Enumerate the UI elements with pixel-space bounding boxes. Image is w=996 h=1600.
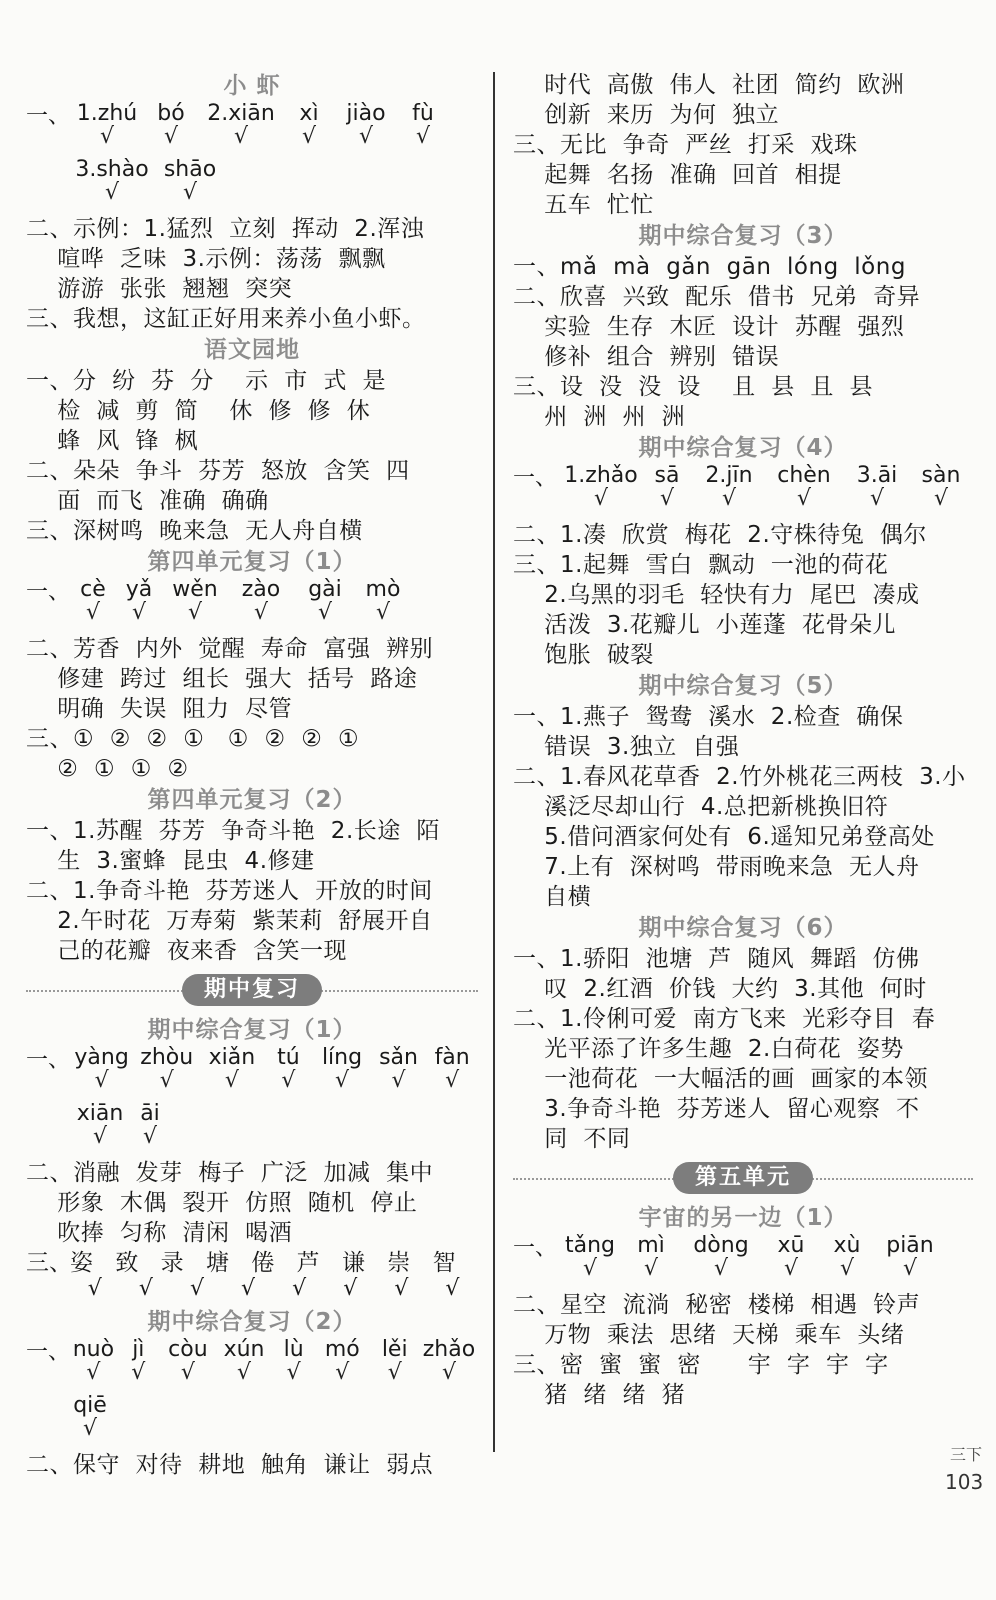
pinyin-answer: zhòu √: [133, 1046, 200, 1092]
answer-line: 二、1.春风花草香 2.竹外桃花三两枝 3.小: [513, 764, 966, 790]
pinyin-answer: dòng √: [679, 1234, 763, 1280]
check-mark-icon: √: [343, 1276, 358, 1301]
answer-line: 二、保守 对待 耕地 触角 谦让 弱点: [26, 1452, 434, 1478]
pinyin-answer: tǎng √: [557, 1234, 623, 1280]
answer-line: 活泼 3.花瓣儿 小莲蓬 花骨朵儿: [513, 612, 897, 638]
check-mark-icon: √: [253, 600, 269, 625]
answer-character: 谦: [341, 1250, 365, 1276]
pinyin-answer: sàn √: [915, 464, 967, 510]
answer-line: 一池荷花 一大幅活的画 画家的本领: [513, 1066, 928, 1092]
pinyin-answer: wěn √: [162, 578, 228, 624]
answer-line: 7.上有 深树鸣 带雨晚来急 无人舟: [513, 854, 920, 880]
pinyin-answer: yǎ √: [116, 578, 162, 624]
pinyin-answer: chèn √: [769, 464, 839, 510]
answer-line: 溪泛尽却山行 4.总把新桃换旧符: [513, 794, 889, 820]
answer-line: 饱胀 破裂: [513, 642, 654, 668]
check-mark-icon: √: [104, 180, 120, 205]
pinyin-answer: xū √: [763, 1234, 819, 1280]
answer-line: 同 不同: [513, 1126, 631, 1152]
pinyin-answer: jiào √: [334, 102, 398, 148]
answer-line: 检 减 剪 简 休 修 修 休: [26, 398, 371, 424]
check-mark-icon: √: [869, 486, 885, 511]
check-mark-icon: √: [391, 1068, 406, 1093]
pinyin-answer: mò √: [356, 578, 410, 624]
pinyin-answer: cè √: [70, 578, 116, 624]
column-divider: [493, 72, 495, 1452]
section-title: 期中综合复习（4）: [638, 435, 848, 461]
pinyin-row: [26, 158, 478, 214]
answer-line: 吹捧 匀称 清闲 喝酒: [26, 1220, 293, 1246]
pinyin-answer: qiē √: [70, 1394, 110, 1440]
section-title: 期中综合复习（2）: [147, 1309, 357, 1335]
check-mark-icon: √: [82, 1416, 98, 1441]
answer-line: 光平添了许多生趣 2.白荷花 姿势: [513, 1036, 904, 1062]
check-mark-icon: √: [375, 600, 391, 625]
check-mark-icon: √: [796, 486, 812, 511]
answer-line: 一、1.骄阳 池塘 芦 随风 舞蹈 仿佛: [513, 946, 920, 972]
check-mark-icon: √: [301, 124, 317, 149]
section-title: 语文园地: [204, 337, 300, 363]
answer-line: 二、示例：1.猛烈 立刻 挥动 2.浑浊: [26, 216, 425, 242]
check-mark-icon: √: [138, 1276, 153, 1301]
pinyin-answer: jì √: [117, 1338, 160, 1384]
answer-line: 猪 绪 绪 猪: [513, 1382, 686, 1408]
answer-character: 录: [160, 1250, 184, 1276]
check-mark-icon: √: [317, 600, 333, 625]
check-mark-icon: √: [131, 600, 147, 625]
pinyin-row: [513, 464, 973, 520]
answer-line: 五车 忙忙: [513, 192, 654, 218]
answer-line: 一、mǎ mà gǎn gān lóng lǒng: [513, 254, 906, 280]
item-number: 一、: [26, 1048, 71, 1073]
item-number: 一、: [513, 466, 558, 491]
pinyin-answer: bó √: [144, 102, 198, 148]
grade-label: 三下: [950, 1445, 983, 1464]
check-mark-icon: √: [99, 124, 115, 149]
pinyin-answer: 2.jīn √: [689, 464, 769, 510]
answer-line: 二、星空 流淌 秘密 楼梯 相遇 铃声: [513, 1292, 921, 1318]
check-mark-icon: √: [292, 1276, 307, 1301]
answer-line: 万物 乘法 思绪 天梯 乘车 头绪: [513, 1322, 905, 1348]
check-mark-icon: √: [721, 486, 737, 511]
answer-line: 游游 张张 翘翘 突突: [26, 276, 293, 302]
answer-character: 塘: [205, 1250, 229, 1276]
section-title: 期中综合复习（5）: [638, 673, 848, 699]
answer-line: 面 而飞 准确 确确: [26, 488, 269, 514]
check-mark-icon: √: [281, 1068, 296, 1093]
check-mark-icon: √: [713, 1256, 729, 1281]
pinyin-row: [26, 1046, 478, 1102]
answer-line: 3.争奇斗艳 芬芳迷人 留心观察 不: [513, 1096, 920, 1122]
pinyin-answer: 1.zhǎo √: [557, 464, 645, 510]
answer-line: 三、① ② ② ① ① ② ② ①: [26, 726, 360, 752]
pinyin-answer: còu √: [160, 1338, 216, 1384]
check-row: [26, 1278, 478, 1306]
check-mark-icon: √: [643, 1256, 659, 1281]
check-mark-icon: √: [85, 600, 101, 625]
section-title: 宇宙的另一边（1）: [638, 1205, 848, 1231]
pinyin-answer: xù √: [819, 1234, 875, 1280]
item-number: 一、: [26, 580, 71, 605]
pinyin-answer: xiān √: [70, 1102, 130, 1148]
section-title: 第四单元复习（2）: [147, 787, 357, 813]
chapter-badge: 期中复习: [182, 974, 322, 1006]
answer-line: 错误 3.独立 自强: [513, 734, 740, 760]
pinyin-row: [513, 1234, 973, 1290]
chapter-band: [513, 1158, 973, 1198]
check-mark-icon: √: [394, 1276, 409, 1301]
answer-line: 一、分 纷 芬 分 示 市 式 是: [26, 368, 386, 394]
answer-line: 三、深树鸣 晚来急 无人舟自横: [26, 518, 363, 544]
check-mark-icon: √: [415, 124, 431, 149]
section-title: 期中综合复习（3）: [638, 223, 848, 249]
check-mark-icon: √: [142, 1124, 158, 1149]
check-mark-icon: √: [87, 1276, 102, 1301]
pinyin-answer: mì √: [623, 1234, 679, 1280]
answer-line: 二、消融 发芽 梅子 广泛 加减 集中: [26, 1160, 434, 1186]
check-mark-icon: √: [783, 1256, 799, 1281]
check-mark-icon: √: [94, 1068, 109, 1093]
pinyin-answer: yàng √: [70, 1046, 133, 1092]
pinyin-answer: sā √: [645, 464, 689, 510]
answer-line: 起舞 名扬 准确 回首 相提: [513, 162, 842, 188]
check-mark-icon: √: [189, 1276, 204, 1301]
check-mark-icon: √: [163, 124, 179, 149]
pinyin-answer: sǎn √: [371, 1046, 427, 1092]
check-mark-icon: √: [445, 1276, 460, 1301]
check-mark-icon: √: [224, 1068, 239, 1093]
item-number: 一、: [26, 104, 71, 129]
answer-character: 姿: [70, 1250, 93, 1276]
answer-character: 芦: [296, 1250, 320, 1276]
check-mark-icon: √: [358, 124, 374, 149]
answer-line: 实验 生存 木匠 设计 苏醒 强烈: [513, 314, 905, 340]
pinyin-answer: zào √: [228, 578, 294, 624]
pinyin-answer: lù √: [272, 1338, 315, 1384]
answer-line: 2.乌黑的羽毛 轻快有力 尾巴 凑成: [513, 582, 920, 608]
pinyin-answer: lěi √: [369, 1338, 420, 1384]
answer-line: 明确 失误 阻力 尽管: [26, 696, 293, 722]
check-mark-icon: √: [237, 1360, 252, 1385]
pinyin-row: [26, 102, 478, 158]
section-title: 小 虾: [223, 73, 281, 99]
pinyin-answer: 3.āi √: [839, 464, 915, 510]
answer-line: 蜂 风 锋 枫: [26, 428, 199, 454]
answer-line: 修补 组合 辨别 错误: [513, 344, 780, 370]
pinyin-answer: āi √: [130, 1102, 170, 1148]
answer-line: 州 洲 州 洲: [513, 404, 686, 430]
answer-line: 二、欣喜 兴致 配乐 借书 兄弟 奇异: [513, 284, 921, 310]
answer-line: 二、朵朵 争斗 芬芳 怒放 含笑 四: [26, 458, 410, 484]
answer-line: ② ① ① ②: [26, 756, 189, 782]
section-title: 期中综合复习（1）: [147, 1017, 357, 1043]
check-mark-icon: √: [582, 1256, 598, 1281]
answer-line: 二、1.凑 欣赏 梅花 2.守株待兔 偶尔: [513, 522, 927, 548]
pinyin-row: [26, 1394, 478, 1450]
chapter-band: [26, 970, 478, 1010]
answer-line: 二、芳香 内外 觉醒 寿命 富强 辨别: [26, 636, 434, 662]
answer-line: 一、1.燕子 鸳鸯 溪水 2.检查 确保: [513, 704, 904, 730]
answer-line: 二、1.伶俐可爱 南方飞来 光彩夺目 春: [513, 1006, 936, 1032]
answer-line: 创新 来历 为何 独立: [513, 102, 780, 128]
pinyin-answer: tú √: [263, 1046, 313, 1092]
answer-line: 叹 2.红酒 价钱 大约 3.其他 何时: [513, 976, 927, 1002]
answer-line: 生 3.蜜蜂 昆虫 4.修建: [26, 848, 315, 874]
check-mark-icon: √: [335, 1068, 350, 1093]
item-number: 一、: [26, 1340, 71, 1365]
answer-line: 己的花瓣 夜来香 含笑一现: [26, 938, 347, 964]
answer-character: 倦: [251, 1250, 275, 1276]
pinyin-row: [26, 1338, 478, 1394]
check-mark-icon: √: [159, 1068, 174, 1093]
answer-line: 2.午时花 万寿菊 紫茉莉 舒展开自: [26, 908, 433, 934]
check-mark-icon: √: [902, 1256, 918, 1281]
section-title: 期中综合复习（6）: [638, 915, 848, 941]
pinyin-answer: xì √: [284, 102, 334, 148]
answer-line: 三、1.起舞 雪白 飘动 一池的荷花: [513, 552, 889, 578]
pinyin-answer: fù √: [398, 102, 448, 148]
answer-line: 三、无比 争奇 严丝 打采 戏珠: [513, 132, 858, 158]
pinyin-answer: xiǎn √: [200, 1046, 263, 1092]
item-number: 一、: [513, 1236, 558, 1261]
pinyin-answer: fàn √: [426, 1046, 478, 1092]
check-mark-icon: √: [593, 486, 609, 511]
chapter-badge: 第五单元: [673, 1162, 813, 1194]
check-mark-icon: √: [839, 1256, 855, 1281]
check-mark-icon: √: [233, 124, 249, 149]
pinyin-answer: shāo √: [154, 158, 226, 204]
pinyin-answer: xún √: [216, 1338, 272, 1384]
check-mark-icon: √: [441, 1360, 456, 1385]
pinyin-answer: 2.xiān √: [198, 102, 284, 148]
answer-line: 三、我想，这缸正好用来养小鱼小虾。: [26, 306, 426, 332]
right-column: [513, 70, 973, 1410]
check-mark-icon: √: [131, 1360, 146, 1385]
pinyin-answer: zhǎo √: [420, 1338, 478, 1384]
character-row: [26, 1248, 478, 1278]
pinyin-answer: mó √: [315, 1338, 369, 1384]
answer-line: 二、1.争奇斗艳 芬芳迷人 开放的时间: [26, 878, 433, 904]
pinyin-answer: piān √: [875, 1234, 945, 1280]
pinyin-row: [26, 1102, 478, 1158]
page-number: 103: [945, 1470, 984, 1494]
pinyin-answer: nuò √: [70, 1338, 117, 1384]
check-mark-icon: √: [180, 1360, 195, 1385]
pinyin-answer: 3.shào √: [70, 158, 154, 204]
check-mark-icon: √: [241, 1276, 256, 1301]
section-title: 第四单元复习（1）: [147, 549, 357, 575]
pinyin-answer: gài √: [294, 578, 356, 624]
answer-line: 三、设 没 没 设 且 县 且 县: [513, 374, 873, 400]
answer-line: 修建 跨过 组长 强大 括号 路途: [26, 666, 418, 692]
answer-line: 时代 高傲 伟人 社团 简约 欧洲: [513, 72, 905, 98]
item-number: 三、: [26, 1250, 72, 1276]
check-mark-icon: √: [182, 180, 198, 205]
answer-line: 形象 木偶 裂开 仿照 随机 停止: [26, 1190, 418, 1216]
check-mark-icon: √: [445, 1068, 460, 1093]
check-mark-icon: √: [933, 486, 949, 511]
answer-line: 5.借问酒家何处有 6.遥知兄弟登高处: [513, 824, 935, 850]
pinyin-answer: líng √: [313, 1046, 370, 1092]
answer-character: 致: [115, 1250, 139, 1276]
check-mark-icon: √: [387, 1360, 402, 1385]
answer-line: 自横: [513, 884, 592, 910]
check-mark-icon: √: [92, 1124, 108, 1149]
check-mark-icon: √: [659, 486, 675, 511]
check-mark-icon: √: [335, 1360, 350, 1385]
answer-line: 三、密 蜜 蜜 密 宇 字 宇 字: [513, 1352, 889, 1378]
answer-line: 喧哗 乏味 3.示例：荡荡 飘飘: [26, 246, 386, 272]
answer-character: 智: [432, 1250, 456, 1276]
check-mark-icon: √: [86, 1360, 101, 1385]
check-mark-icon: √: [286, 1360, 301, 1385]
check-mark-icon: √: [187, 600, 203, 625]
answer-line: 一、1.苏醒 芬芳 争奇斗艳 2.长途 陌: [26, 818, 440, 844]
answer-character: 崇: [387, 1250, 411, 1276]
pinyin-answer: 1.zhú √: [70, 102, 144, 148]
pinyin-row: [26, 578, 478, 634]
left-column: [26, 70, 478, 1480]
